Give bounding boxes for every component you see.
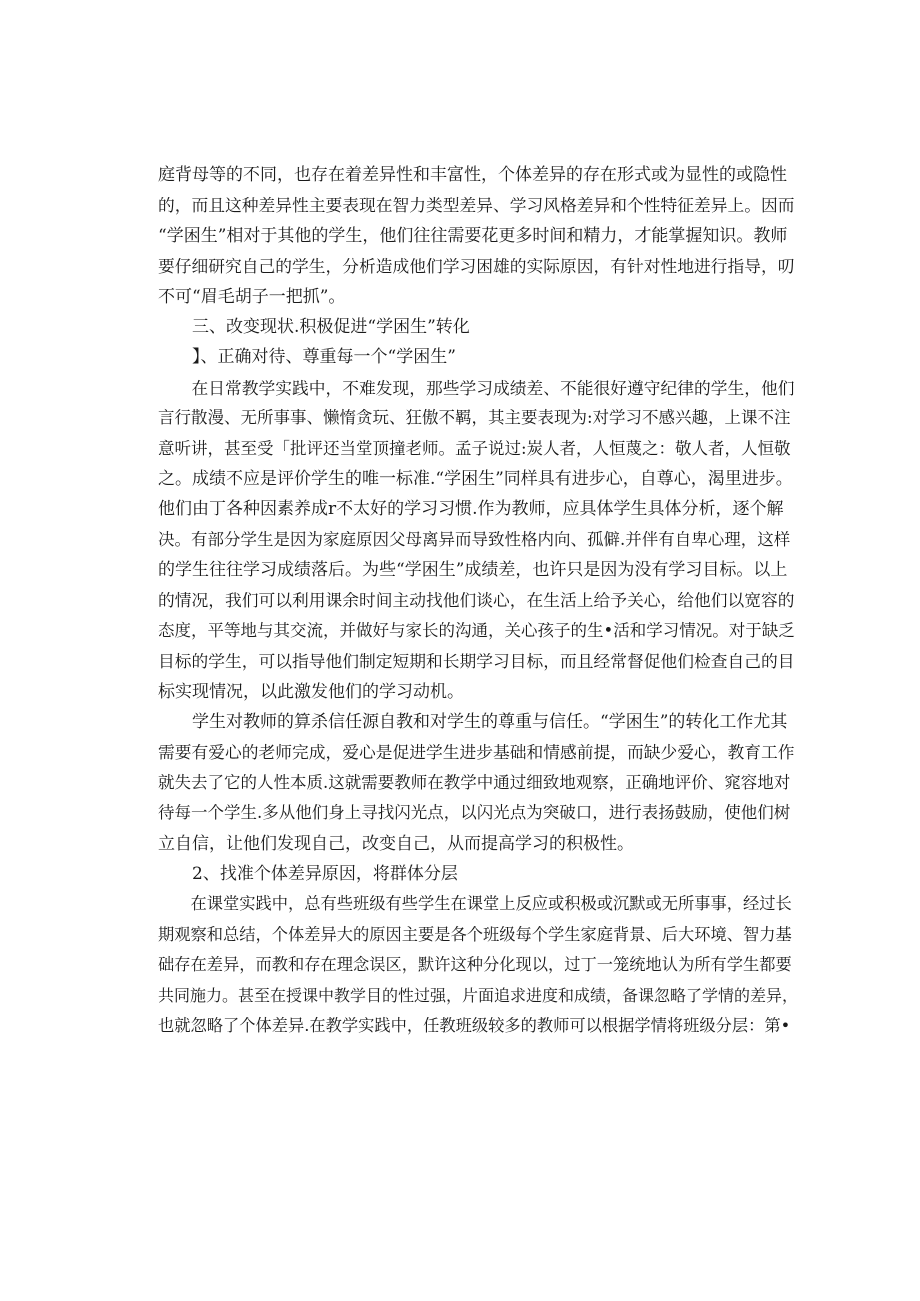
text-line: 决。有部分学生是因为家庭原因父母离异而导致性格内向、孤僻.并伴有自卑心理，这样	[158, 529, 791, 549]
text-line: 不可“眉毛胡子一把抓”。	[158, 286, 346, 307]
text-line: 的，而且这种差异性主要表现在智力类型差异、学习风格差异和个性特征差异上。因而	[158, 195, 795, 216]
text-line: 在课堂实践中，总有些班级有些学生在课堂上反应或积极或沉默或无所事事，经过长	[158, 894, 792, 914]
text-line: 也就忽略了个体差异.在教学实践中，任教班级较多的教师可以根据学情将班级分层：第•	[158, 1015, 791, 1035]
text-line: 目标的学生，可以指导他们制定短期和长期学习目标，而且经常督促他们检查自己的目	[158, 651, 795, 672]
text-line: 的情况，我们可以利用课余时间主动找他们谈心，在生活上给予关心，给他们以宽容的	[158, 590, 795, 611]
text-line: 就失去了它的人性本质.这就需要教师在教学中通过细致地观察，正确地评价、窕容地对	[158, 772, 791, 792]
subsection-heading: 2、找准个体差异原因，将群体分层	[158, 863, 458, 884]
text-line: 言行散漫、无所事事、懒惰贪玩、狂傲不羁，其主要表现为:对学习不感兴趣，上课不注	[158, 408, 791, 428]
text-line: 在日常教学实践中，不难发现，那些学习成绩差、不能很好遵守纪律的学生，他们	[158, 377, 795, 398]
body-text	[158, 160, 798, 1041]
text-line: 础存在差异，而教和存在理念误区，默许这种分化现以，过丁一笼统地认为所有学生都要	[158, 955, 792, 975]
text-line: 态度，平等地与其交流，并做好与家长的沟通，关心孩子的生•活和学习情况。对于缺乏	[158, 620, 795, 640]
text-line: 之。成绩不应是评价学生的唯一标准.“学困生”同样具有进步心，自尊心，渴里进步。	[158, 468, 793, 489]
text-line: 学生对教师的算杀信任源自教和对学生的尊重与信任。“学困生”的转化工作尤其	[158, 712, 788, 733]
text-line: 的学生往往学习成绩落后。为些“学困生”成绩差，也许只是因为没有学习目标。以上	[158, 560, 788, 581]
section-heading: 三、改变现状.积极促进“学困生”转化	[158, 316, 470, 337]
text-line: 标实现情况，以此激发他们的学习动机。	[158, 681, 464, 702]
text-line: 他们由丁各种因素养成r不太好的学习习惯.作为教师，应具体学生具体分析，逐个解	[158, 499, 784, 520]
text-line: “学困生”相对于其他的学生，他们往往需要花更多时间和精力，才能掌握知识。教师	[158, 225, 788, 246]
text-line: 期观察和总结，个体差异大的原因主要是各个班级每个学生家庭背景、后大环境、智力基	[158, 924, 792, 944]
text-line: 需要有爱心的老师完成，爱心是促进学生进步基础和情感前提，而缺少爱心，教育工作	[158, 742, 795, 763]
subsection-heading: 】、正确对待、尊重每一个“学困生”	[158, 347, 456, 368]
text-line: 共同施力。甚至在授课中教学目的性过强，片面追求进度和成绩，备课忽略了学情的差异，	[158, 985, 798, 1005]
text-line: 要仔细研究自己的学生，分析造成他们学习困雄的实际原因，有针对性地进行指导，叨	[158, 256, 795, 277]
text-line: 庭背母等的不同，也存在着差异性和丰富性，个体差异的存在形式或为显性的或隐性	[158, 165, 787, 185]
text-line: 立自信，让他们发现自己，改变自己，从而提高学习的积极性。	[158, 833, 634, 854]
text-line: 意听讲，甚至受「批评还当堂顶撞老师。孟子说过:炭人者，人恒蔑之：敬人者，人恒敬	[158, 438, 791, 458]
text-line: 待每一个学生.多从他们身上寻找闪光点，以闪光点为突破口，进行表扬鼓励，使他们树	[158, 803, 791, 823]
